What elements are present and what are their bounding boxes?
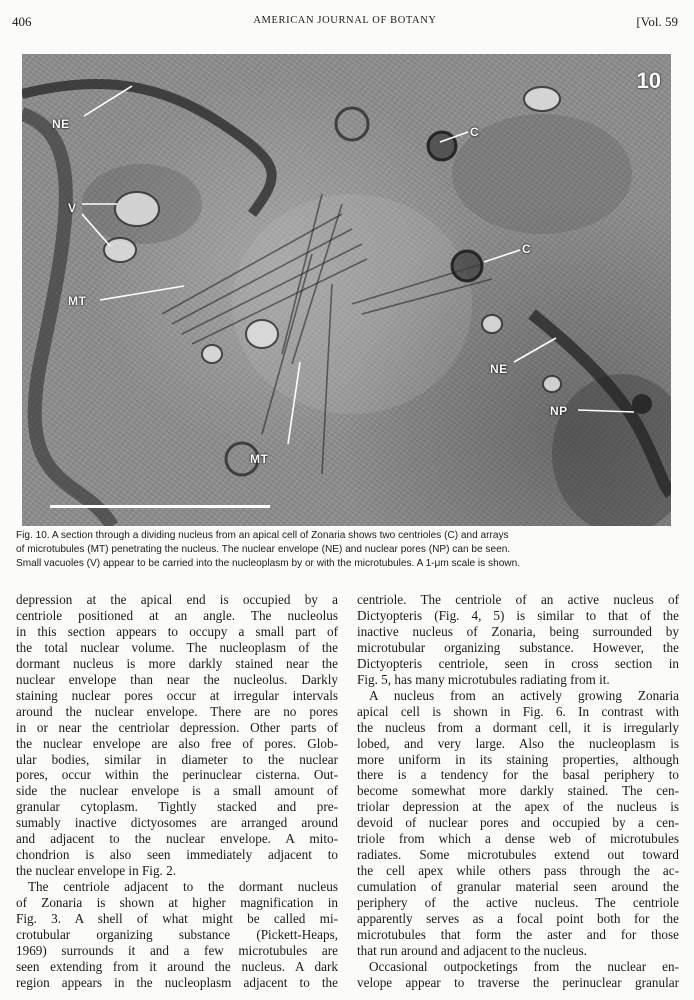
figure-number: 10: [636, 68, 661, 93]
right-column: [357, 592, 679, 991]
label-np: NP: [550, 404, 568, 418]
text-line: velope appear to traverse the perinuclear granular: [357, 974, 679, 990]
text-line: Occasional outpocketings from the nuclear en-: [369, 958, 679, 974]
text-line: the nuclear envelope in Fig. 2.: [16, 863, 177, 879]
text-line: staining nuclear pores occur at irregular intervals: [16, 687, 338, 703]
page-number: 406: [12, 14, 32, 29]
label-mt-left: MT: [68, 294, 87, 308]
text-line: in or near the centriolar depression. Other parts of: [16, 719, 338, 735]
caption-line: of microtubules (MT) penetrating the nucleus. The nuclear envelope (NE) and nuclear pores (NP) can be seen.: [16, 544, 511, 555]
text-line: the cell apex while others pass through the ac-: [357, 863, 679, 879]
text-line: the total nuclear volume. The nucleoplasm of the: [16, 639, 338, 655]
text-line: granular cytoplasm. Tightly stacked and pre-: [16, 799, 338, 815]
micrograph-drawing: [22, 54, 671, 526]
label-c-mid: C: [522, 242, 532, 256]
text-line: chondrion is also seen immediately adjacent to: [16, 847, 338, 863]
text-line: cumulation of granular material seen around the: [357, 879, 679, 895]
caption-line: Fig. 10. A section through a dividing nucleus from an apical cell of Zonaria shows two centrioles (C) and arrays: [16, 530, 509, 541]
text-line: the nuclear envelope are also free of pores. Glob-: [16, 735, 338, 751]
text-line: region appears in the nucleoplasm adjacent to the: [16, 974, 338, 990]
text-line: lobed, and very large. Also the nucleoplasm is: [357, 735, 679, 751]
text-line: ular bodies, similar in diameter to the nuclear: [16, 751, 338, 767]
journal-title: AMERICAN JOURNAL OF BOTANY: [253, 15, 437, 26]
text-line: seen extending from it around the nucleus. A dark: [16, 958, 338, 974]
text-line: microtubular organizing substance. However, the: [357, 639, 679, 655]
label-mt-bottom: MT: [250, 452, 269, 466]
text-line: 1969) surrounds it and a few microtubules are: [16, 942, 338, 958]
figure-caption: [16, 529, 680, 571]
text-line: in this section appears to occupy a small part of: [16, 623, 338, 639]
text-line: Fig. 3. A shell of what might be called mi-: [16, 911, 338, 927]
micrograph-figure: [22, 54, 671, 526]
text-line: crotubular organizing substance (Pickett-Heaps,: [16, 927, 338, 943]
label-ne-top: NE: [52, 117, 70, 131]
text-line: triole from which a dense web of microtubules: [357, 831, 679, 847]
text-line: and adjacent to the nuclear envelope. A mito-: [16, 831, 338, 847]
label-ne-right: NE: [490, 362, 508, 376]
scale-bar: [50, 505, 270, 508]
text-line: dormant nucleus is more darkly stained near the: [16, 655, 338, 671]
label-v: V: [68, 201, 77, 215]
text-line: become somewhat more darkly stained. The cen-: [357, 783, 679, 799]
text-line: centriole positioned at an angle. The nucleolus: [16, 607, 338, 623]
text-line: depression at the apical end is occupied by a: [16, 592, 338, 607]
text-line: microtubules that form the aster and for those: [357, 927, 679, 943]
left-column: [16, 592, 338, 991]
text-line: there is a tendency for the basal periphery to: [357, 767, 679, 783]
text-line: of Zonaria is shown at higher magnification in: [16, 895, 338, 911]
text-line: around the nuclear envelope. There are no pores: [16, 703, 338, 719]
text-line: inactive nucleus of Zonaria, being surrounded by: [357, 623, 679, 639]
text-line: sumably inactive dictyosomes are arranged around: [16, 815, 338, 831]
volume-label: [Vol. 59: [636, 14, 678, 29]
text-line: the nucleus from a dormant cell, it is irregularly: [357, 719, 679, 735]
text-line: apical cell is shown in Fig. 6. In contrast with: [357, 703, 679, 719]
text-line: periphery of the active nucleus. The centriole: [357, 895, 679, 911]
text-line: A nucleus from an actively growing Zonaria: [369, 687, 679, 703]
text-line: that run around and adjacent to the nucleus.: [357, 942, 587, 958]
caption-line: Small vacuoles (V) appear to be carried into the nucleoplasm by or with the microtubules. A 1-μm scale is shown.: [16, 558, 521, 569]
text-line: Fig. 5, has many microtubules radiating from it.: [357, 671, 610, 687]
text-line: radiates. Some microtubules extend out toward: [357, 847, 679, 863]
text-line: triolar depression at the apex of the nucleus is: [357, 799, 679, 815]
text-line: more uniform in its staining properties, although: [357, 751, 679, 767]
text-line: Dictyopteris (Fig. 4, 5) is similar to that of the: [357, 607, 679, 623]
text-line: side the nuclear envelope is a small amount of: [16, 783, 338, 799]
text-line: nuclear envelope than near the nucleolus. Darkly: [16, 671, 338, 687]
page-header: [12, 14, 678, 30]
text-line: Dictyopteris centriole, seen in cross section in: [357, 655, 679, 671]
text-line: apparently serves as a focal point both for the: [357, 911, 679, 927]
text-line: centriole. The centriole of an active nucleus of: [357, 592, 679, 607]
text-line: pores, occur within the perinuclear cisterna. Out-: [16, 767, 338, 783]
text-line: devoid of nuclear pores and occupied by a cen-: [357, 815, 679, 831]
label-c-top: C: [470, 125, 480, 139]
text-line: The centriole adjacent to the dormant nucleus: [28, 879, 338, 895]
